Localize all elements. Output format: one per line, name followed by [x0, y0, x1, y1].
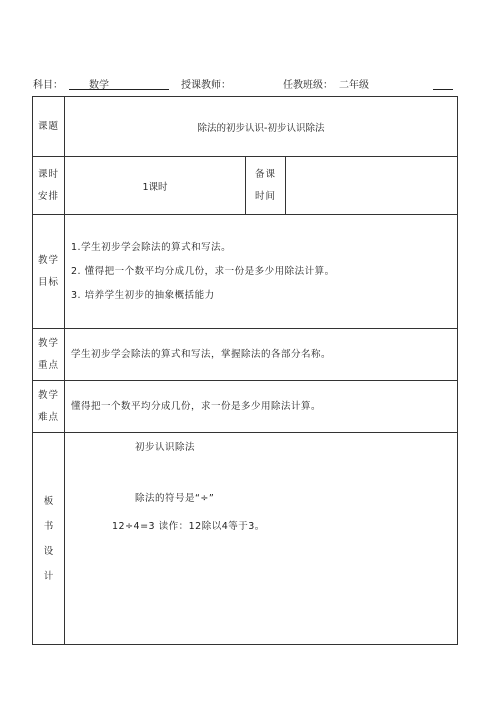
subject-label: 科目：	[33, 80, 63, 91]
objectives-row	[33, 215, 458, 329]
subject-value: 数学	[89, 80, 109, 91]
board-example-line: 12÷4=3 读作：12除以4等于3。	[112, 521, 265, 532]
board-design-row	[33, 433, 458, 645]
key-points-row	[33, 329, 458, 381]
board-design-content	[65, 433, 458, 645]
trailing-underline	[433, 89, 453, 90]
key-points-value: 学生初步学会除法的算式和写法，掌握除法的各部分名称。	[65, 329, 458, 381]
board-symbol-line: 除法的符号是“÷”	[135, 493, 215, 504]
topic-row	[33, 97, 458, 157]
difficulties-value: 懂得把一个数平均分成几份，求一份是多少用除法计算。	[65, 381, 458, 433]
objectives-label: 教学 目标	[33, 215, 65, 329]
key-points-label: 教学 重点	[33, 329, 65, 381]
topic-value: 除法的初步认识-初步认识除法	[65, 97, 458, 157]
subject-underline	[69, 89, 169, 90]
teacher-label: 授课教师：	[181, 80, 231, 91]
board-design-label: 板 书 设 计	[33, 433, 65, 645]
lesson-plan-table	[32, 96, 458, 645]
difficulties-row	[33, 381, 458, 433]
objective-item: 3. 培养学生初步的抽象概括能力	[71, 289, 215, 301]
objectives-list	[65, 215, 458, 329]
class-label: 任教班级：	[283, 80, 333, 91]
topic-label: 课题	[33, 97, 65, 157]
objective-item: 1.学生初步学会除法的算式和写法。	[71, 241, 232, 253]
objective-item: 2. 懂得把一个数平均分成几份，求一份是多少用除法计算。	[71, 265, 335, 277]
prep-time-label: 备课 时间	[246, 157, 286, 215]
header-bar	[33, 76, 463, 92]
prep-time-value	[286, 157, 458, 215]
class-value: 二年级	[339, 80, 369, 91]
difficulties-label: 教学 难点	[33, 381, 65, 433]
schedule-label: 课时 安排	[33, 157, 65, 215]
schedule-row	[33, 157, 458, 215]
schedule-value: 1课时	[65, 157, 246, 215]
board-title: 初步认识除法	[135, 442, 196, 453]
